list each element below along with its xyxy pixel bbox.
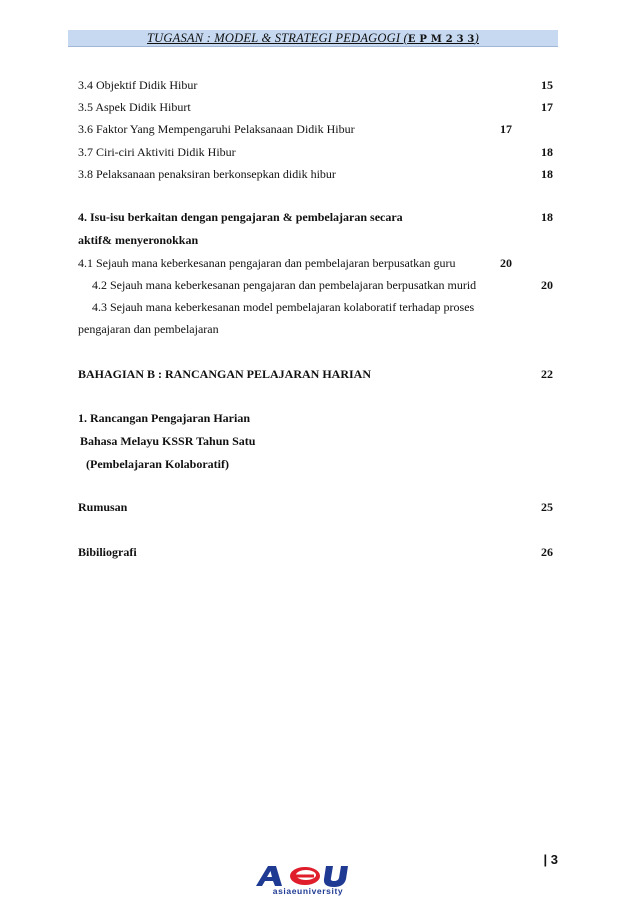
- toc-page-4: 18: [541, 210, 553, 224]
- header-close: ): [474, 31, 479, 45]
- toc-item-kolaboratif: (Pembelajaran Kolaboratif): [86, 457, 229, 471]
- logo-text: asiaeuniversity: [272, 886, 344, 896]
- toc-item-rancangan: 1. Rancangan Pengajaran Harian: [78, 411, 251, 425]
- toc-item-4-cont: aktif& menyeronokkan: [78, 233, 199, 247]
- toc-page-3-7: 18: [541, 145, 553, 159]
- toc-page-3-4: 15: [541, 78, 553, 92]
- toc-item-bibiliografi: Bibiliografi: [78, 545, 137, 559]
- toc-item-4-1: 4.1 Sejauh mana keberkesanan pengajaran dan pembelajaran berpusatkan guru: [78, 256, 456, 270]
- toc-page-bibiliografi: 26: [541, 545, 553, 559]
- toc-item-bahagian-b: BAHAGIAN B : RANCANGAN PELAJARAN HARIAN: [78, 367, 372, 381]
- toc-item-bahasa-melayu: Bahasa Melayu KSSR Tahun Satu: [80, 434, 256, 448]
- toc-page-rumusan: 25: [541, 500, 553, 514]
- toc-page-bahagian-b: 22: [541, 367, 553, 381]
- toc-page-3-6: 17: [500, 122, 512, 136]
- toc-page-4-1: 20: [500, 256, 512, 270]
- toc-item-4-3: 4.3 Sejauh mana keberkesanan model pembelajaran kolaboratif terhadap proses: [92, 300, 475, 314]
- toc-item-3-6: 3.6 Faktor Yang Mempengaruhi Pelaksanaan Didik Hibur: [78, 122, 355, 136]
- toc-page-3-5: 17: [541, 100, 553, 114]
- page-number: | 3: [543, 852, 558, 867]
- toc-item-4: 4. Isu-isu berkaitan dengan pengajaran & pembelajaran secara: [78, 210, 403, 224]
- aeu-logo-icon: [248, 862, 368, 896]
- toc-page-3-8: 18: [541, 167, 553, 181]
- toc-item-3-8: 3.8 Pelaksanaan penaksiran berkonsepkan didik hibur: [78, 167, 336, 181]
- toc-page-4-2: 20: [541, 278, 553, 292]
- university-logo: [248, 862, 368, 896]
- header-code: E P M 2 3 3: [407, 34, 475, 45]
- toc-item-3-7: 3.7 Ciri-ciri Aktiviti Didik Hibur: [78, 145, 236, 159]
- toc-item-4-3-cont: pengajaran dan pembelajaran: [78, 322, 219, 336]
- toc-item-3-5: 3.5 Aspek Didik Hiburt: [78, 100, 191, 114]
- toc-item-3-4: 3.4 Objektif Didik Hibur: [78, 78, 198, 92]
- header-title-text: TUGASAN : MODEL & STRATEGI PEDAGOGI (: [147, 31, 408, 45]
- toc-item-rumusan: Rumusan: [78, 500, 128, 514]
- toc-item-4-2: 4.2 Sejauh mana keberkesanan pengajaran dan pembelajaran berpusatkan murid: [92, 278, 477, 292]
